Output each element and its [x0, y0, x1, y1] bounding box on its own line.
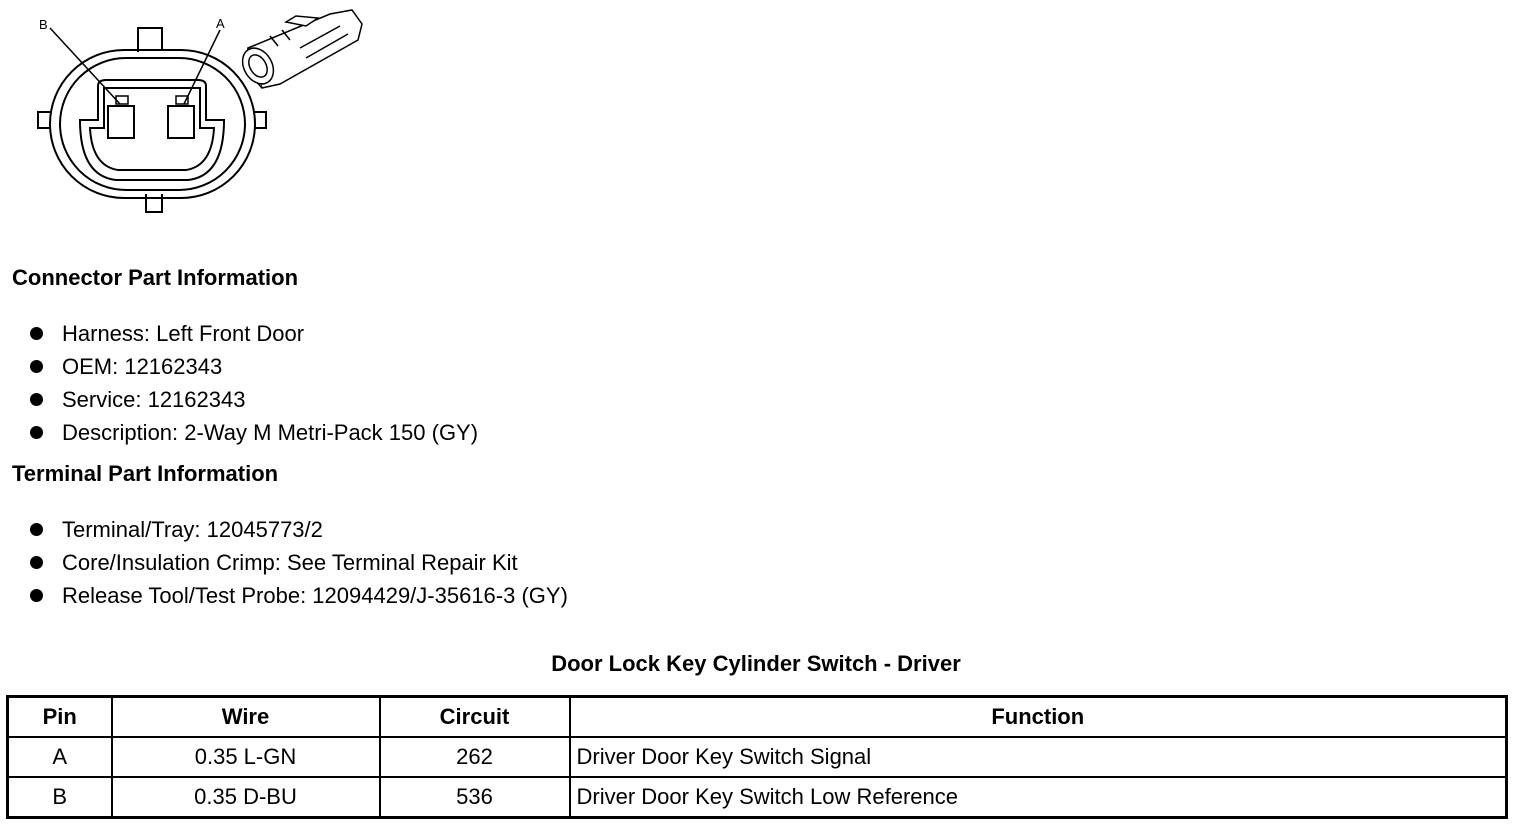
list-item [28, 579, 568, 612]
list-item-text: Service: 12162343 [62, 387, 246, 412]
list-item-text: Terminal/Tray: 12045773/2 [62, 517, 323, 542]
bullet-icon [30, 589, 43, 602]
pin-table [6, 695, 1508, 819]
terminal-part-heading: Terminal Part Information [12, 461, 279, 486]
cell-wire: 0.35 D-BU [112, 777, 380, 818]
list-item-text: Harness: Left Front Door [62, 321, 305, 346]
list-item [28, 416, 478, 449]
connector-diagram [0, 0, 380, 225]
cell-pin: B [8, 777, 112, 818]
list-item [28, 350, 478, 383]
bullet-icon [30, 327, 43, 340]
list-item-text: OEM: 12162343 [62, 354, 223, 379]
bullet-icon [30, 426, 43, 439]
pin-b-terminal [108, 106, 134, 138]
table-title: Door Lock Key Cylinder Switch - Driver [551, 651, 961, 676]
table-row [8, 777, 1507, 818]
cell-wire: 0.35 L-GN [112, 737, 380, 777]
list-item [28, 383, 478, 416]
pin-a-terminal [168, 106, 194, 138]
column-header-function: Function [570, 697, 1507, 738]
connector-perspective-icon [236, 10, 362, 89]
cell-function: Driver Door Key Switch Signal [570, 737, 1507, 777]
cell-circuit: 262 [380, 737, 570, 777]
pin-b-label: B [39, 17, 48, 32]
table-row [8, 737, 1507, 777]
bullet-icon [30, 523, 43, 536]
bullet-icon [30, 360, 43, 373]
list-item [28, 317, 478, 350]
pin-a-label: A [216, 16, 225, 31]
list-item-text: Release Tool/Test Probe: 12094429/J-35616-3 (GY) [62, 583, 568, 608]
bullet-icon [30, 393, 43, 406]
connector-part-heading: Connector Part Information [12, 265, 299, 290]
list-item [28, 513, 568, 546]
table-header-row [8, 697, 1507, 738]
cell-circuit: 536 [380, 777, 570, 818]
cell-function: Driver Door Key Switch Low Reference [570, 777, 1507, 818]
bullet-icon [30, 556, 43, 569]
column-header-wire: Wire [112, 697, 380, 738]
list-item [28, 546, 568, 579]
list-item-text: Core/Insulation Crimp: See Terminal Repair Kit [62, 550, 518, 575]
list-item-text: Description: 2-Way M Metri-Pack 150 (GY) [62, 420, 479, 445]
terminal-part-list [28, 513, 568, 612]
column-header-circuit: Circuit [380, 697, 570, 738]
column-header-pin: Pin [8, 697, 112, 738]
connector-part-list [28, 317, 478, 449]
cell-pin: A [8, 737, 112, 777]
